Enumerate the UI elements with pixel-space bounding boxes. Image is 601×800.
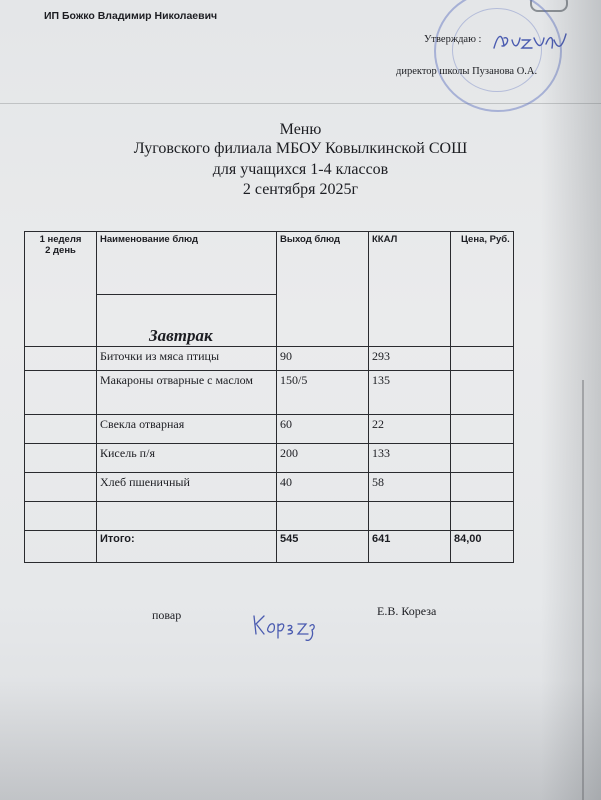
organization-name: ИП Божко Владимир Николаевич [44,10,218,22]
table-row [25,371,514,415]
row-empty-cell [25,531,97,563]
dish-name: Хлеб пшеничный [97,473,277,502]
total-price: 84,00 [451,531,514,563]
director-label: директор школы Пузанова О.А. [396,66,538,77]
table-header-row [25,232,514,295]
row-empty-cell [25,371,97,415]
row-empty-cell [25,415,97,444]
cook-label: повар [152,608,182,622]
dish-price [451,473,514,502]
week-day-cell [25,232,97,347]
dish-name: Свекла отварная [97,415,277,444]
paper-edge [582,380,584,800]
dish-kcal: 22 [369,415,451,444]
dish-price [451,371,514,415]
row-empty-cell [25,444,97,473]
audience-line: для учащихся 1-4 классов [212,161,389,178]
total-kcal: 641 [369,531,451,563]
dish-name: Макароны отварные с маслом [97,371,277,415]
header-yield: Выход блюд [277,232,369,347]
dish-name: Кисель п/я [97,444,277,473]
section-breakfast: Завтрак [149,326,213,345]
header-kcal: ККАЛ [369,232,451,347]
menu-title: Меню [279,121,322,138]
total-label: Итого: [97,531,277,563]
cook-signature [248,612,322,646]
row-empty-cell [451,502,514,531]
dish-yield: 60 [277,415,369,444]
dish-yield: 200 [277,444,369,473]
table-row [25,415,514,444]
dish-kcal: 293 [369,347,451,371]
dish-name: Биточки из мяса птицы [97,347,277,371]
header-dish: Наименование блюд [97,232,277,295]
row-empty-cell [277,502,369,531]
menu-date: 2 сентября 2025г [242,181,359,198]
dish-kcal: 135 [369,371,451,415]
shadow-bottom [0,680,601,800]
row-empty-cell [25,347,97,371]
dish-yield: 40 [277,473,369,502]
menu-table [24,231,514,563]
row-empty-cell [25,502,97,531]
school-name: Луговского филиала МБОУ Ковылкинской СОШ [133,140,468,157]
dish-price [451,415,514,444]
day-label: 2 день [45,245,76,256]
row-empty-cell [25,473,97,502]
row-empty-cell [369,502,451,531]
dish-kcal: 58 [369,473,451,502]
dish-yield: 90 [277,347,369,371]
shadow-right [541,0,601,800]
table-row [25,473,514,502]
header-price: Цена, Руб. [451,232,514,347]
director-signature [488,26,570,62]
approve-label: Утверждаю : [424,34,482,45]
row-empty-cell [97,502,277,531]
week-label: 1 неделя [39,234,82,245]
dish-kcal: 133 [369,444,451,473]
cook-name: Е.В. Кореза [377,604,437,618]
dish-yield: 150/5 [277,371,369,415]
dish-price [451,347,514,371]
table-row-empty [25,502,514,531]
total-yield: 545 [277,531,369,563]
section-cell [97,295,277,347]
table-row [25,444,514,473]
total-row [25,531,514,563]
table-row [25,347,514,371]
dish-price [451,444,514,473]
